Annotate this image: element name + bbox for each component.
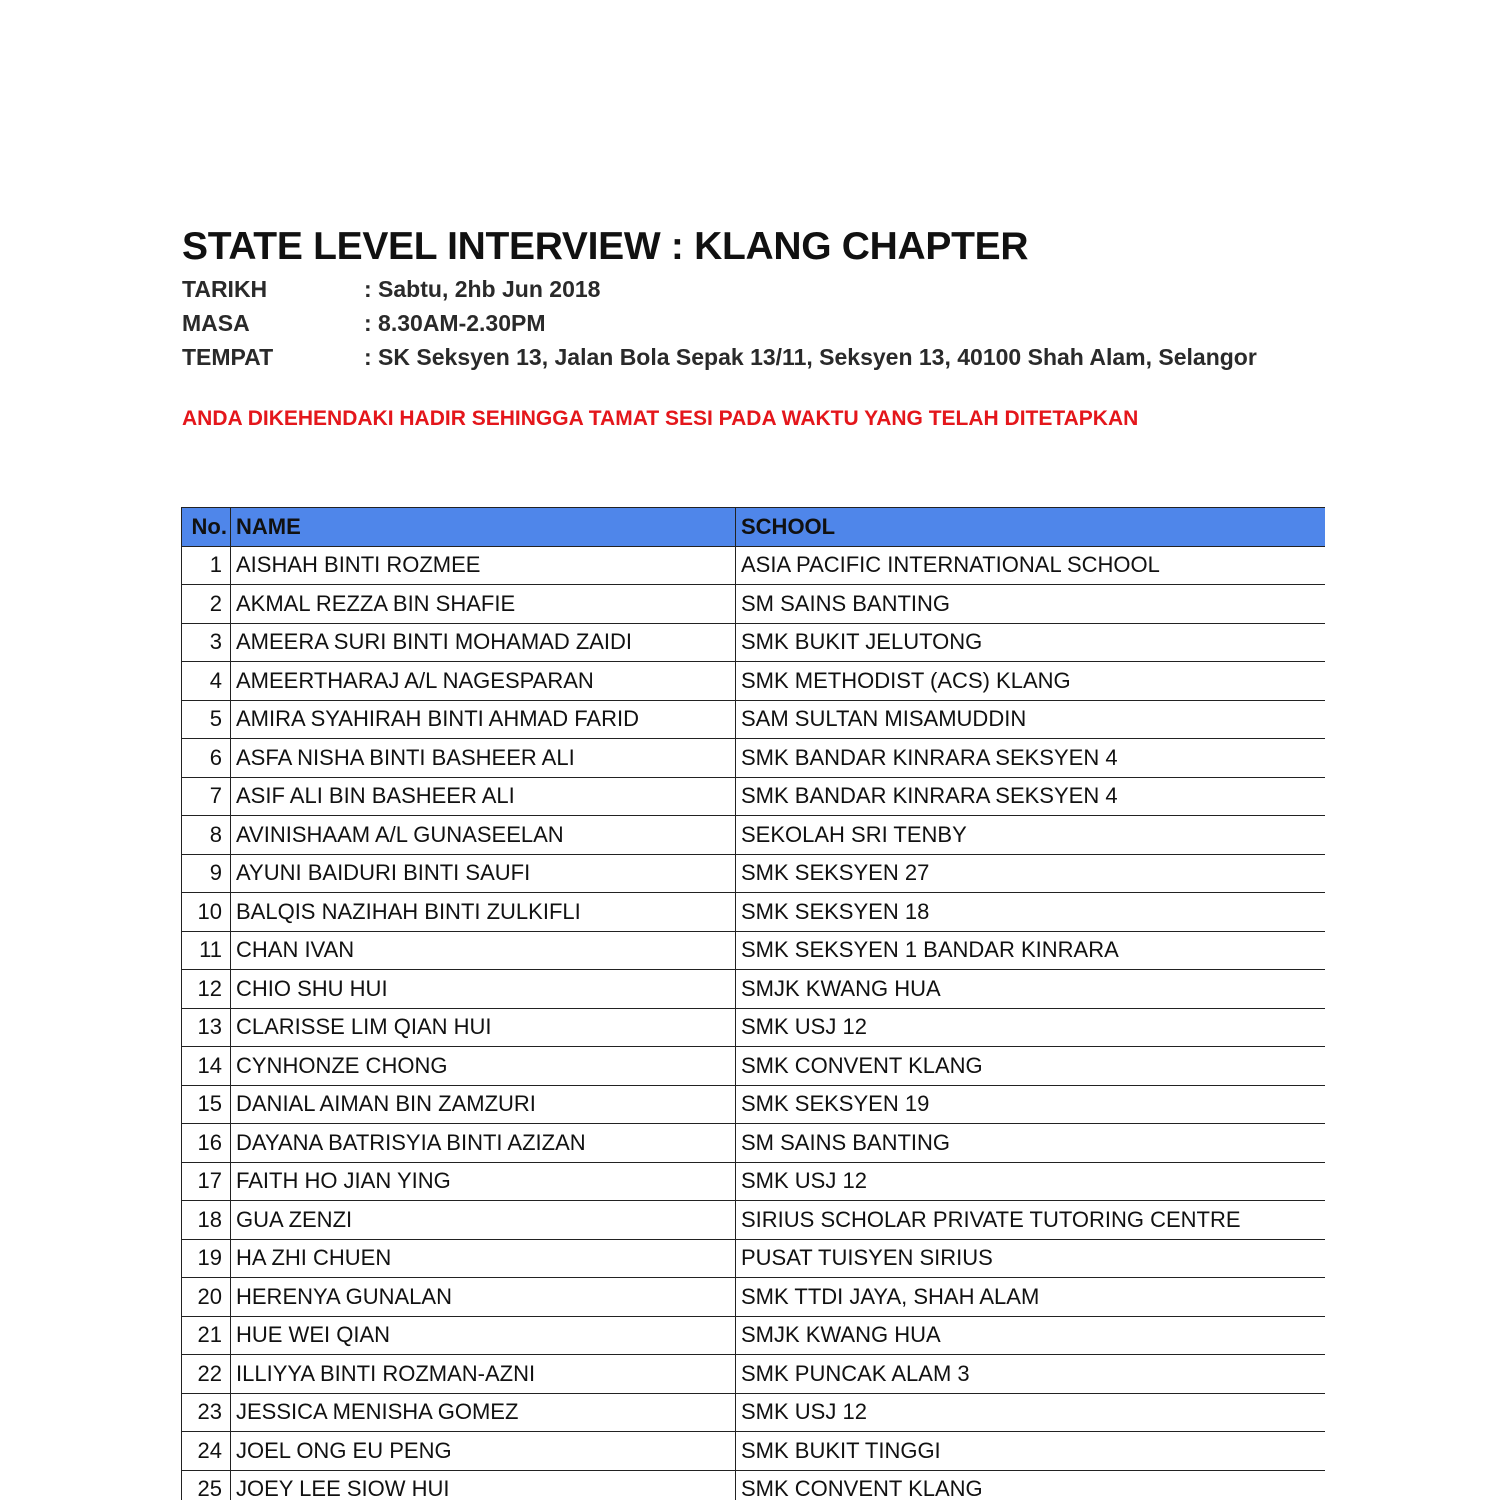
row-name: HERENYA GUNALAN <box>231 1278 736 1317</box>
column-header-name: NAME <box>231 508 736 547</box>
row-school: SMK USJ 12 <box>736 1008 1326 1047</box>
row-number: 15 <box>182 1085 231 1124</box>
table-row <box>182 1432 1326 1471</box>
column-header-school: SCHOOL <box>736 508 1326 547</box>
document-header <box>182 222 1325 434</box>
row-school: SMK USJ 12 <box>736 1393 1326 1432</box>
row-name: AISHAH BINTI ROZMEE <box>231 546 736 585</box>
row-school: ASIA PACIFIC INTERNATIONAL SCHOOL <box>736 546 1326 585</box>
row-school: SMK BANDAR KINRARA SEKSYEN 4 <box>736 777 1326 816</box>
table-row <box>182 546 1326 585</box>
row-school: SMJK KWANG HUA <box>736 970 1326 1009</box>
row-number: 9 <box>182 854 231 893</box>
row-school: SIRIUS SCHOLAR PRIVATE TUTORING CENTRE <box>736 1201 1326 1240</box>
table-row <box>182 816 1326 855</box>
row-school: SMK BUKIT TINGGI <box>736 1432 1326 1471</box>
row-school: SM SAINS BANTING <box>736 1124 1326 1163</box>
detail-label: TARIKH <box>182 276 268 302</box>
row-school: SMK SEKSYEN 19 <box>736 1085 1326 1124</box>
row-school: SMK TTDI JAYA, SHAH ALAM <box>736 1278 1326 1317</box>
table-row <box>182 585 1326 624</box>
row-name: CHIO SHU HUI <box>231 970 736 1009</box>
row-name: AMEERA SURI BINTI MOHAMAD ZAIDI <box>231 623 736 662</box>
row-number: 5 <box>182 700 231 739</box>
row-name: HA ZHI CHUEN <box>231 1239 736 1278</box>
detail-label: MASA <box>182 310 250 336</box>
row-number: 2 <box>182 585 231 624</box>
table-row <box>182 893 1326 932</box>
row-school: SMK METHODIST (ACS) KLANG <box>736 662 1326 701</box>
table-row <box>182 777 1326 816</box>
table-row <box>182 970 1326 1009</box>
row-name: JOEY LEE SIOW HUI <box>231 1470 736 1500</box>
row-number: 21 <box>182 1316 231 1355</box>
row-name: CHAN IVAN <box>231 931 736 970</box>
participant-table <box>181 507 1325 1500</box>
row-school: SAM SULTAN MISAMUDDIN <box>736 700 1326 739</box>
row-number: 4 <box>182 662 231 701</box>
detail-row-venue <box>182 340 1325 374</box>
row-number: 10 <box>182 893 231 932</box>
table-row <box>182 1201 1326 1240</box>
row-name: CYNHONZE CHONG <box>231 1047 736 1086</box>
table-row <box>182 662 1326 701</box>
table-row <box>182 700 1326 739</box>
row-name: DAYANA BATRISYIA BINTI AZIZAN <box>231 1124 736 1163</box>
table-body <box>182 546 1326 1500</box>
row-school: SMK SEKSYEN 1 BANDAR KINRARA <box>736 931 1326 970</box>
row-school: SEKOLAH SRI TENBY <box>736 816 1326 855</box>
row-name: JOEL ONG EU PENG <box>231 1432 736 1471</box>
row-school: SMK BUKIT JELUTONG <box>736 623 1326 662</box>
row-name: DANIAL AIMAN BIN ZAMZURI <box>231 1085 736 1124</box>
row-number: 3 <box>182 623 231 662</box>
row-school: SMK SEKSYEN 18 <box>736 893 1326 932</box>
row-number: 22 <box>182 1355 231 1394</box>
row-school: SMK BANDAR KINRARA SEKSYEN 4 <box>736 739 1326 778</box>
row-number: 6 <box>182 739 231 778</box>
row-name: JESSICA MENISHA GOMEZ <box>231 1393 736 1432</box>
row-number: 14 <box>182 1047 231 1086</box>
row-name: AKMAL REZZA BIN SHAFIE <box>231 585 736 624</box>
table-header-row <box>182 508 1326 547</box>
row-number: 16 <box>182 1124 231 1163</box>
row-school: SMJK KWANG HUA <box>736 1316 1326 1355</box>
row-name: AMEERTHARAJ A/L NAGESPARAN <box>231 662 736 701</box>
row-number: 18 <box>182 1201 231 1240</box>
table-row <box>182 1162 1326 1201</box>
row-number: 12 <box>182 970 231 1009</box>
row-number: 19 <box>182 1239 231 1278</box>
row-school: SMK CONVENT KLANG <box>736 1047 1326 1086</box>
table-row <box>182 623 1326 662</box>
row-name: BALQIS NAZIHAH BINTI ZULKIFLI <box>231 893 736 932</box>
detail-value: : Sabtu, 2hb Jun 2018 <box>364 276 601 302</box>
row-school: SMK CONVENT KLANG <box>736 1470 1326 1500</box>
table-row <box>182 854 1326 893</box>
row-name: ASFA NISHA BINTI BASHEER ALI <box>231 739 736 778</box>
row-number: 23 <box>182 1393 231 1432</box>
detail-label: TEMPAT <box>182 344 274 370</box>
row-name: FAITH HO JIAN YING <box>231 1162 736 1201</box>
row-number: 7 <box>182 777 231 816</box>
row-number: 20 <box>182 1278 231 1317</box>
table-row <box>182 1355 1326 1394</box>
table-row <box>182 1124 1326 1163</box>
row-number: 17 <box>182 1162 231 1201</box>
attendance-notice: ANDA DIKEHENDAKI HADIR SEHINGGA TAMAT SESI PADA WAKTU YANG TELAH DITETAPKAN <box>182 407 1139 430</box>
row-school: SMK USJ 12 <box>736 1162 1326 1201</box>
table-row <box>182 1278 1326 1317</box>
table-row <box>182 931 1326 970</box>
row-number: 1 <box>182 546 231 585</box>
table-row <box>182 739 1326 778</box>
detail-row-date <box>182 272 1325 306</box>
table-row <box>182 1470 1326 1500</box>
row-number: 8 <box>182 816 231 855</box>
column-header-no: No. <box>182 508 231 547</box>
row-school: SM SAINS BANTING <box>736 585 1326 624</box>
detail-value: : 8.30AM-2.30PM <box>364 310 546 336</box>
row-name: ILLIYYA BINTI ROZMAN-AZNI <box>231 1355 736 1394</box>
row-school: SMK PUNCAK ALAM 3 <box>736 1355 1326 1394</box>
row-number: 13 <box>182 1008 231 1047</box>
row-number: 11 <box>182 931 231 970</box>
row-name: AMIRA SYAHIRAH BINTI AHMAD FARID <box>231 700 736 739</box>
row-name: HUE WEI QIAN <box>231 1316 736 1355</box>
table-row <box>182 1316 1326 1355</box>
table-row <box>182 1047 1326 1086</box>
row-school: PUSAT TUISYEN SIRIUS <box>736 1239 1326 1278</box>
table-row <box>182 1008 1326 1047</box>
table-row <box>182 1085 1326 1124</box>
row-name: CLARISSE LIM QIAN HUI <box>231 1008 736 1047</box>
row-number: 25 <box>182 1470 231 1500</box>
page-title: STATE LEVEL INTERVIEW : KLANG CHAPTER <box>182 225 1029 268</box>
detail-row-time <box>182 306 1325 340</box>
participant-table-container <box>181 507 1325 1500</box>
row-name: AYUNI BAIDURI BINTI SAUFI <box>231 854 736 893</box>
row-name: AVINISHAAM A/L GUNASEELAN <box>231 816 736 855</box>
detail-value: : SK Seksyen 13, Jalan Bola Sepak 13/11, Seksyen 13, 40100 Shah Alam, Selangor <box>364 344 1257 370</box>
row-name: ASIF ALI BIN BASHEER ALI <box>231 777 736 816</box>
table-row <box>182 1393 1326 1432</box>
row-name: GUA ZENZI <box>231 1201 736 1240</box>
row-school: SMK SEKSYEN 27 <box>736 854 1326 893</box>
table-row <box>182 1239 1326 1278</box>
row-number: 24 <box>182 1432 231 1471</box>
